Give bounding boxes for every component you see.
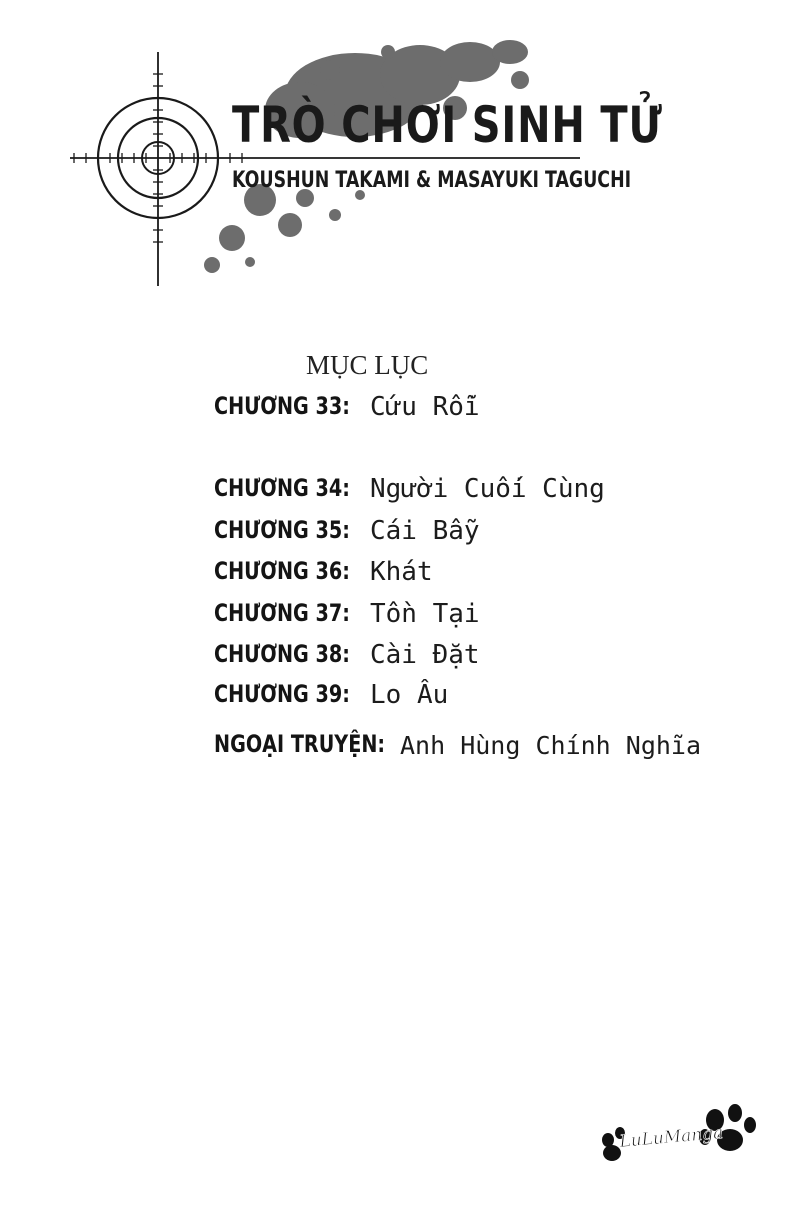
side-story-label: NGOẠI TRUYỆN: (214, 730, 386, 758)
chapter-number: CHƯƠNG 34: (214, 474, 350, 502)
watermark (590, 1095, 760, 1165)
chapter-number: CHƯƠNG 39: (214, 680, 350, 708)
author-names: KOUSHUN TAKAMI & MASAYUKI TAGUCHI (232, 168, 632, 193)
chapter-title: Người Cuối Cùng (370, 474, 605, 504)
watermark-text: LuLuManga (618, 1122, 725, 1152)
chapter-title: Cái Bẫy (370, 516, 480, 546)
book-title: TRÒ CHƠI SINH TỬ (232, 96, 663, 154)
chapter-number: CHƯƠNG 37: (214, 599, 350, 627)
chapter-number: CHƯƠNG 36: (214, 557, 350, 585)
chapter-title: Lo Âu (370, 680, 449, 710)
chapter-number: CHƯƠNG 38: (214, 640, 350, 668)
chapter-title: Tồn Tại (370, 599, 480, 629)
chapter-title: Cứu Rỗi (370, 392, 480, 422)
chapter-number: CHƯƠNG 33: (214, 392, 350, 420)
chapter-title: Khát (370, 557, 433, 587)
ink-splatter-icon (204, 40, 529, 273)
side-story-title: Anh Hùng Chính Nghĩa (400, 731, 702, 760)
toc-heading: MỤC LỤC (306, 350, 429, 380)
chapter-number: CHƯƠNG 35: (214, 516, 350, 544)
chapter-title: Cài Đặt (370, 640, 480, 670)
